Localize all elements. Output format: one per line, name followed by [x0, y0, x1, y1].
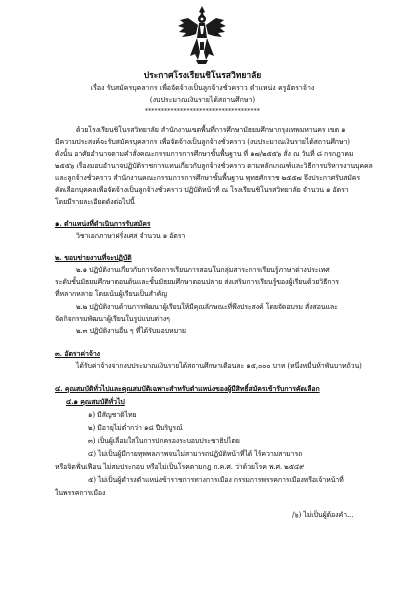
section-4-heading: ๔. คุณสมบัติทั่วไปและคุณสมบัติเฉพาะสำหรับตำแหน่งของผู้มีสิทธิ์สมัครเข้ารับการคัดเลือก	[55, 384, 320, 393]
garuda-emblem-icon	[176, 4, 228, 66]
section-2-line: ๒.๑ ปฏิบัติงานเกี่ยวกับการจัดการเรียนการสอนในกลุ่มสาระการเรียนรู้ภาษาต่างประเทศ	[76, 266, 330, 274]
section-4-1-line: ในพรรคการเมือง	[55, 489, 106, 497]
section-2-heading: ๒. ขอบข่ายงานที่จะปฏิบัติ	[55, 253, 132, 262]
section-2-line: จัดกิจกรรมพัฒนาผู้เรียนในรูปแบบต่างๆ	[55, 315, 170, 323]
divider-stars: ************************************	[144, 108, 261, 115]
intro-line: ด้วยโรงเรียนชิโนรสวิทยาลัย สำนักงานเขตพื้นที่การศึกษามัธยมศึกษากรุงเทพมหานคร เขต ๑	[76, 126, 346, 134]
section-3-wage: ได้รับค่าจ้างจากงบประมาณเงินรายได้สถานศึกษาเดือนละ ๑๕,๐๐๐ บาท (หนึ่งหมื่นห้าพันบาทถ้วน)	[76, 362, 362, 370]
intro-line: คัดเลือกบุคคลเพื่อจัดจ้างเป็นลูกจ้างชั่วคราว ปฏิบัติหน้าที่ ณ โรงเรียนชิโนรสวิทยาลัย จำนวน ๑ อัตรา	[55, 186, 349, 194]
section-4-1-line: ๓) เป็นผู้เลื่อมใสในการปกครองระบอบประชาธิปไตย	[88, 437, 240, 445]
intro-line: และลูกจ้างชั่วคราว สำนักงานคณะกรรมการการศึกษาขั้นพื้นฐาน พุทธศักราช ๒๕๕๗ จึงประกาศรับสมัคร	[55, 174, 361, 182]
section-2-line: ระดับชั้นมัธยมศึกษาตอนต้นและชั้นมัธยมศึกษาตอนปลาย ส่งเสริมการเรียนรู้ของผู้เรียนด้วยวิธีการ	[55, 278, 339, 286]
section-3-heading: ๓. อัตราค่าจ้าง	[55, 349, 100, 358]
funding-note: (งบประมาณเงินรายได้สถานศึกษา)	[149, 96, 256, 104]
section-4-1-heading: ๔.๑ คุณสมบัติทั่วไป	[66, 397, 125, 406]
intro-line: มีความประสงค์จะรับสมัครบุคลากร เพื่อจัดจ้างเป็นลูกจ้างชั่วคราว (งบประมาณเงินรายได้สถานศึกษา)	[55, 138, 350, 146]
intro-line: ดังนั้น อาศัยอำนาจตามคำสั่งคณะกรรมการการศึกษาขั้นพื้นฐาน ที่ ๑๗/๒๕๕๖ สั่ง ณ วันที่ ๘ กรกฎาคม	[55, 150, 354, 158]
section-4-1-line: ๒) มีอายุไม่ต่ำกว่า ๑๘ ปีบริบูรณ์	[88, 424, 183, 432]
section-1-position: วิชาเอกภาษาฝรั่งเศส จำนวน ๑ อัตรา	[76, 232, 186, 240]
section-4-1-line: ๔) ไม่เป็นผู้มีกายทุพพลภาพจนไม่สามารถปฏิบัติหน้าที่ได้ ไร้ความสามารถ	[88, 450, 303, 458]
section-1-heading: ๑. ตำแหน่งที่ดำเนินการรับสมัคร	[55, 219, 151, 228]
section-4-1-line: หรือจิตฟั่นเฟือน ไม่สมประกอบ หรือไม่เป็นโรคตามกฎ ก.ค.ศ. ว่าด้วยโรค พ.ศ. ๒๕๔๙	[55, 463, 305, 471]
section-2-line: ที่หลากหลาย โดยเน้นผู้เรียนเป็นสำคัญ	[55, 290, 168, 298]
section-4-1-line: ๕) ไม่เป็นผู้ดำรงตำแหน่งข้าราชการทางการเมือง กรรมการพรรคการเมืองหรือเจ้าหน้าที่	[88, 476, 344, 484]
section-2-line: ๒.๒ ปฏิบัติงานด้านการพัฒนาผู้เรียนให้มีคุณลักษณะที่พึงประสงค์ โดยจัดอบรม สั่งสอนและ	[76, 303, 338, 311]
intro-line: ๒๕๕๖ เรื่องมอบอำนาจปฏิบัติราชการแทนเกี่ยวกับลูกจ้างชั่วคราว ตามหลักเกณฑ์และวิธีการบริหารงานบุคคล	[55, 162, 373, 170]
continued-marker: /๖) ไม่เป็นผู้ต้องคำ...	[292, 511, 354, 519]
section-2-line: ๒.๓ ปฏิบัติงานอื่น ๆ ที่ได้รับมอบหมาย	[76, 327, 186, 335]
document-title: ประกาศโรงเรียนชิโนรสวิทยาลัย	[143, 71, 262, 81]
section-4-1-line: ๑) มีสัญชาติไทย	[88, 411, 137, 419]
intro-line: โดยมีรายละเอียดดังต่อไปนี้	[55, 198, 135, 206]
document-subject: เรื่อง รับสมัครบุคลากร เพื่อจัดจ้างเป็นลูกจ้างชั่วคราว ตำแหน่ง ครูอัตราจ้าง	[90, 84, 315, 92]
